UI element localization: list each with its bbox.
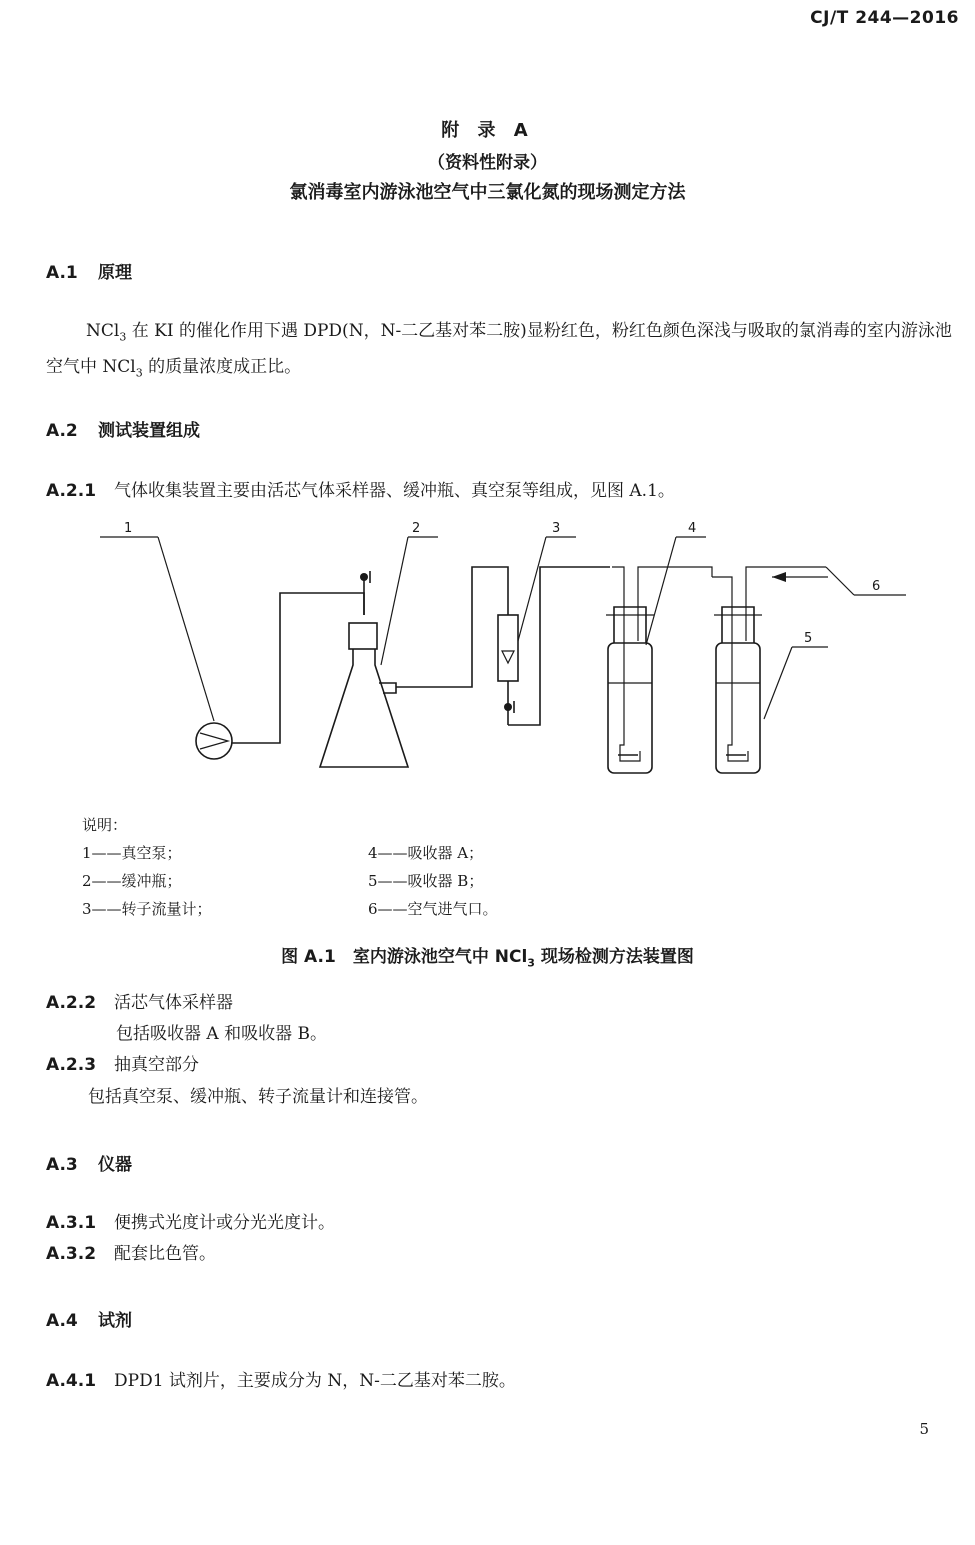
label-5-leader — [764, 647, 792, 719]
flask-stopper — [349, 623, 377, 649]
absorber-b-inlet-tube — [712, 577, 748, 761]
text-run: 在 KI 的催化作用下遇 DPD(N，N-二乙基对苯二胺)显粉红色，粉红色颜色深浅与吸取的氯消毒的室内游泳池空气中 NCl — [46, 321, 952, 378]
page-number: 5 — [919, 1420, 929, 1438]
legend-title: 说明： — [82, 816, 128, 834]
text-run: 的质量浓度成正比。 — [142, 357, 302, 378]
caption-text: 现场检测方法装置图 — [534, 947, 694, 967]
label-3-leader — [518, 537, 546, 641]
text-run: NCl — [86, 321, 120, 341]
section-title: 测试装置组成 — [98, 421, 200, 441]
label-3: 3 — [552, 521, 561, 536]
section-heading-a2 — [46, 416, 200, 441]
legend-item: 1——真空泵； — [82, 844, 182, 862]
rotameter — [498, 615, 518, 681]
clause-a21 — [46, 476, 675, 506]
clause-number: A.3.1 — [46, 1213, 97, 1233]
label-2: 2 — [412, 521, 421, 536]
section-number: A.3 — [46, 1155, 78, 1175]
clause-a23-detail: 包括真空泵、缓冲瓶、转子流量计和连接管。 — [88, 1087, 428, 1107]
clause-number: A.2.3 — [46, 1055, 97, 1075]
legend-item: 5——吸收器 B； — [368, 872, 484, 890]
label-1-leader — [158, 537, 214, 721]
absorber-a-neck — [614, 607, 646, 643]
clause-number: A.2.2 — [46, 993, 97, 1013]
legend-item: 6——空气进气口。 — [368, 900, 498, 918]
section-title: 原理 — [98, 263, 132, 283]
subscript: 3 — [527, 956, 535, 970]
section-number: A.2 — [46, 421, 78, 441]
appendix-name: 氯消毒室内游泳池空气中三氯化氮的现场测定方法 — [289, 182, 686, 203]
principle-paragraph — [46, 316, 958, 389]
standard-code: CJ/T 244—2016 — [810, 8, 959, 28]
clause-text: 气体收集装置主要由活芯气体采样器、缓冲瓶、真空泵等组成，见图 A.1。 — [114, 481, 675, 501]
appendix-nature: （资料性附录） — [428, 153, 547, 173]
clause-text: 配套比色管。 — [114, 1244, 216, 1264]
apparatus-diagram — [0, 515, 975, 805]
clause-number: A.2.1 — [46, 481, 97, 501]
clause-text: 活芯气体采样器 — [114, 993, 233, 1013]
absorber-a-bottle — [608, 643, 652, 773]
label-2-leader — [381, 537, 408, 665]
label-5: 5 — [804, 631, 813, 646]
label-6-leader — [826, 567, 854, 595]
clause-a23 — [46, 1050, 199, 1080]
appendix-title: 附 录 A — [441, 120, 534, 141]
section-number: A.4 — [46, 1311, 78, 1331]
clause-number: A.4.1 — [46, 1371, 97, 1391]
section-number: A.1 — [46, 263, 78, 283]
legend-item: 2——缓冲瓶； — [82, 872, 182, 890]
section-heading-a3 — [46, 1150, 132, 1175]
clause-a22 — [46, 988, 233, 1018]
section-title: 试剂 — [98, 1311, 132, 1331]
section-heading-a1 — [46, 258, 132, 283]
clause-a31 — [46, 1208, 335, 1238]
clause-text: DPD1 试剂片，主要成分为 N，N-二乙基对苯二胺。 — [114, 1371, 516, 1391]
subscript: 3 — [135, 366, 143, 380]
clause-a22-detail: 包括吸收器 A 和吸收器 B。 — [116, 1024, 327, 1044]
pump-symbol — [200, 733, 228, 749]
tube-flowmeter-absorber-a — [508, 567, 610, 725]
caption-text: 图 A.1 室内游泳池空气中 NCl — [281, 947, 528, 967]
subscript: 3 — [119, 330, 127, 344]
tube-pump-flask — [232, 593, 364, 743]
legend-item: 4——吸收器 A； — [368, 844, 484, 862]
absorber-b-neck — [722, 607, 754, 643]
label-6: 6 — [872, 579, 881, 594]
tube-flask-flowmeter — [396, 567, 508, 687]
clause-text: 便携式光度计或分光光度计。 — [114, 1213, 335, 1233]
label-4: 4 — [688, 521, 697, 536]
tube-a-to-b — [638, 567, 712, 641]
clause-a32 — [46, 1239, 216, 1269]
section-title: 仪器 — [98, 1155, 132, 1175]
buffer-flask — [320, 649, 408, 767]
legend-item: 3——转子流量计； — [82, 900, 212, 918]
figure-caption — [0, 942, 975, 969]
section-heading-a4 — [46, 1306, 132, 1331]
rotameter-float — [502, 651, 514, 663]
valve-icon — [360, 573, 368, 581]
absorber-a-inlet-tube — [612, 567, 640, 761]
clause-text: 抽真空部分 — [114, 1055, 199, 1075]
label-4-leader — [646, 537, 676, 645]
absorber-b-bottle — [716, 643, 760, 773]
label-1: 1 — [124, 521, 133, 536]
clause-number: A.3.2 — [46, 1244, 97, 1264]
air-flow-arrow-icon — [772, 572, 786, 582]
valve-icon — [504, 703, 512, 711]
clause-a41 — [46, 1366, 516, 1396]
